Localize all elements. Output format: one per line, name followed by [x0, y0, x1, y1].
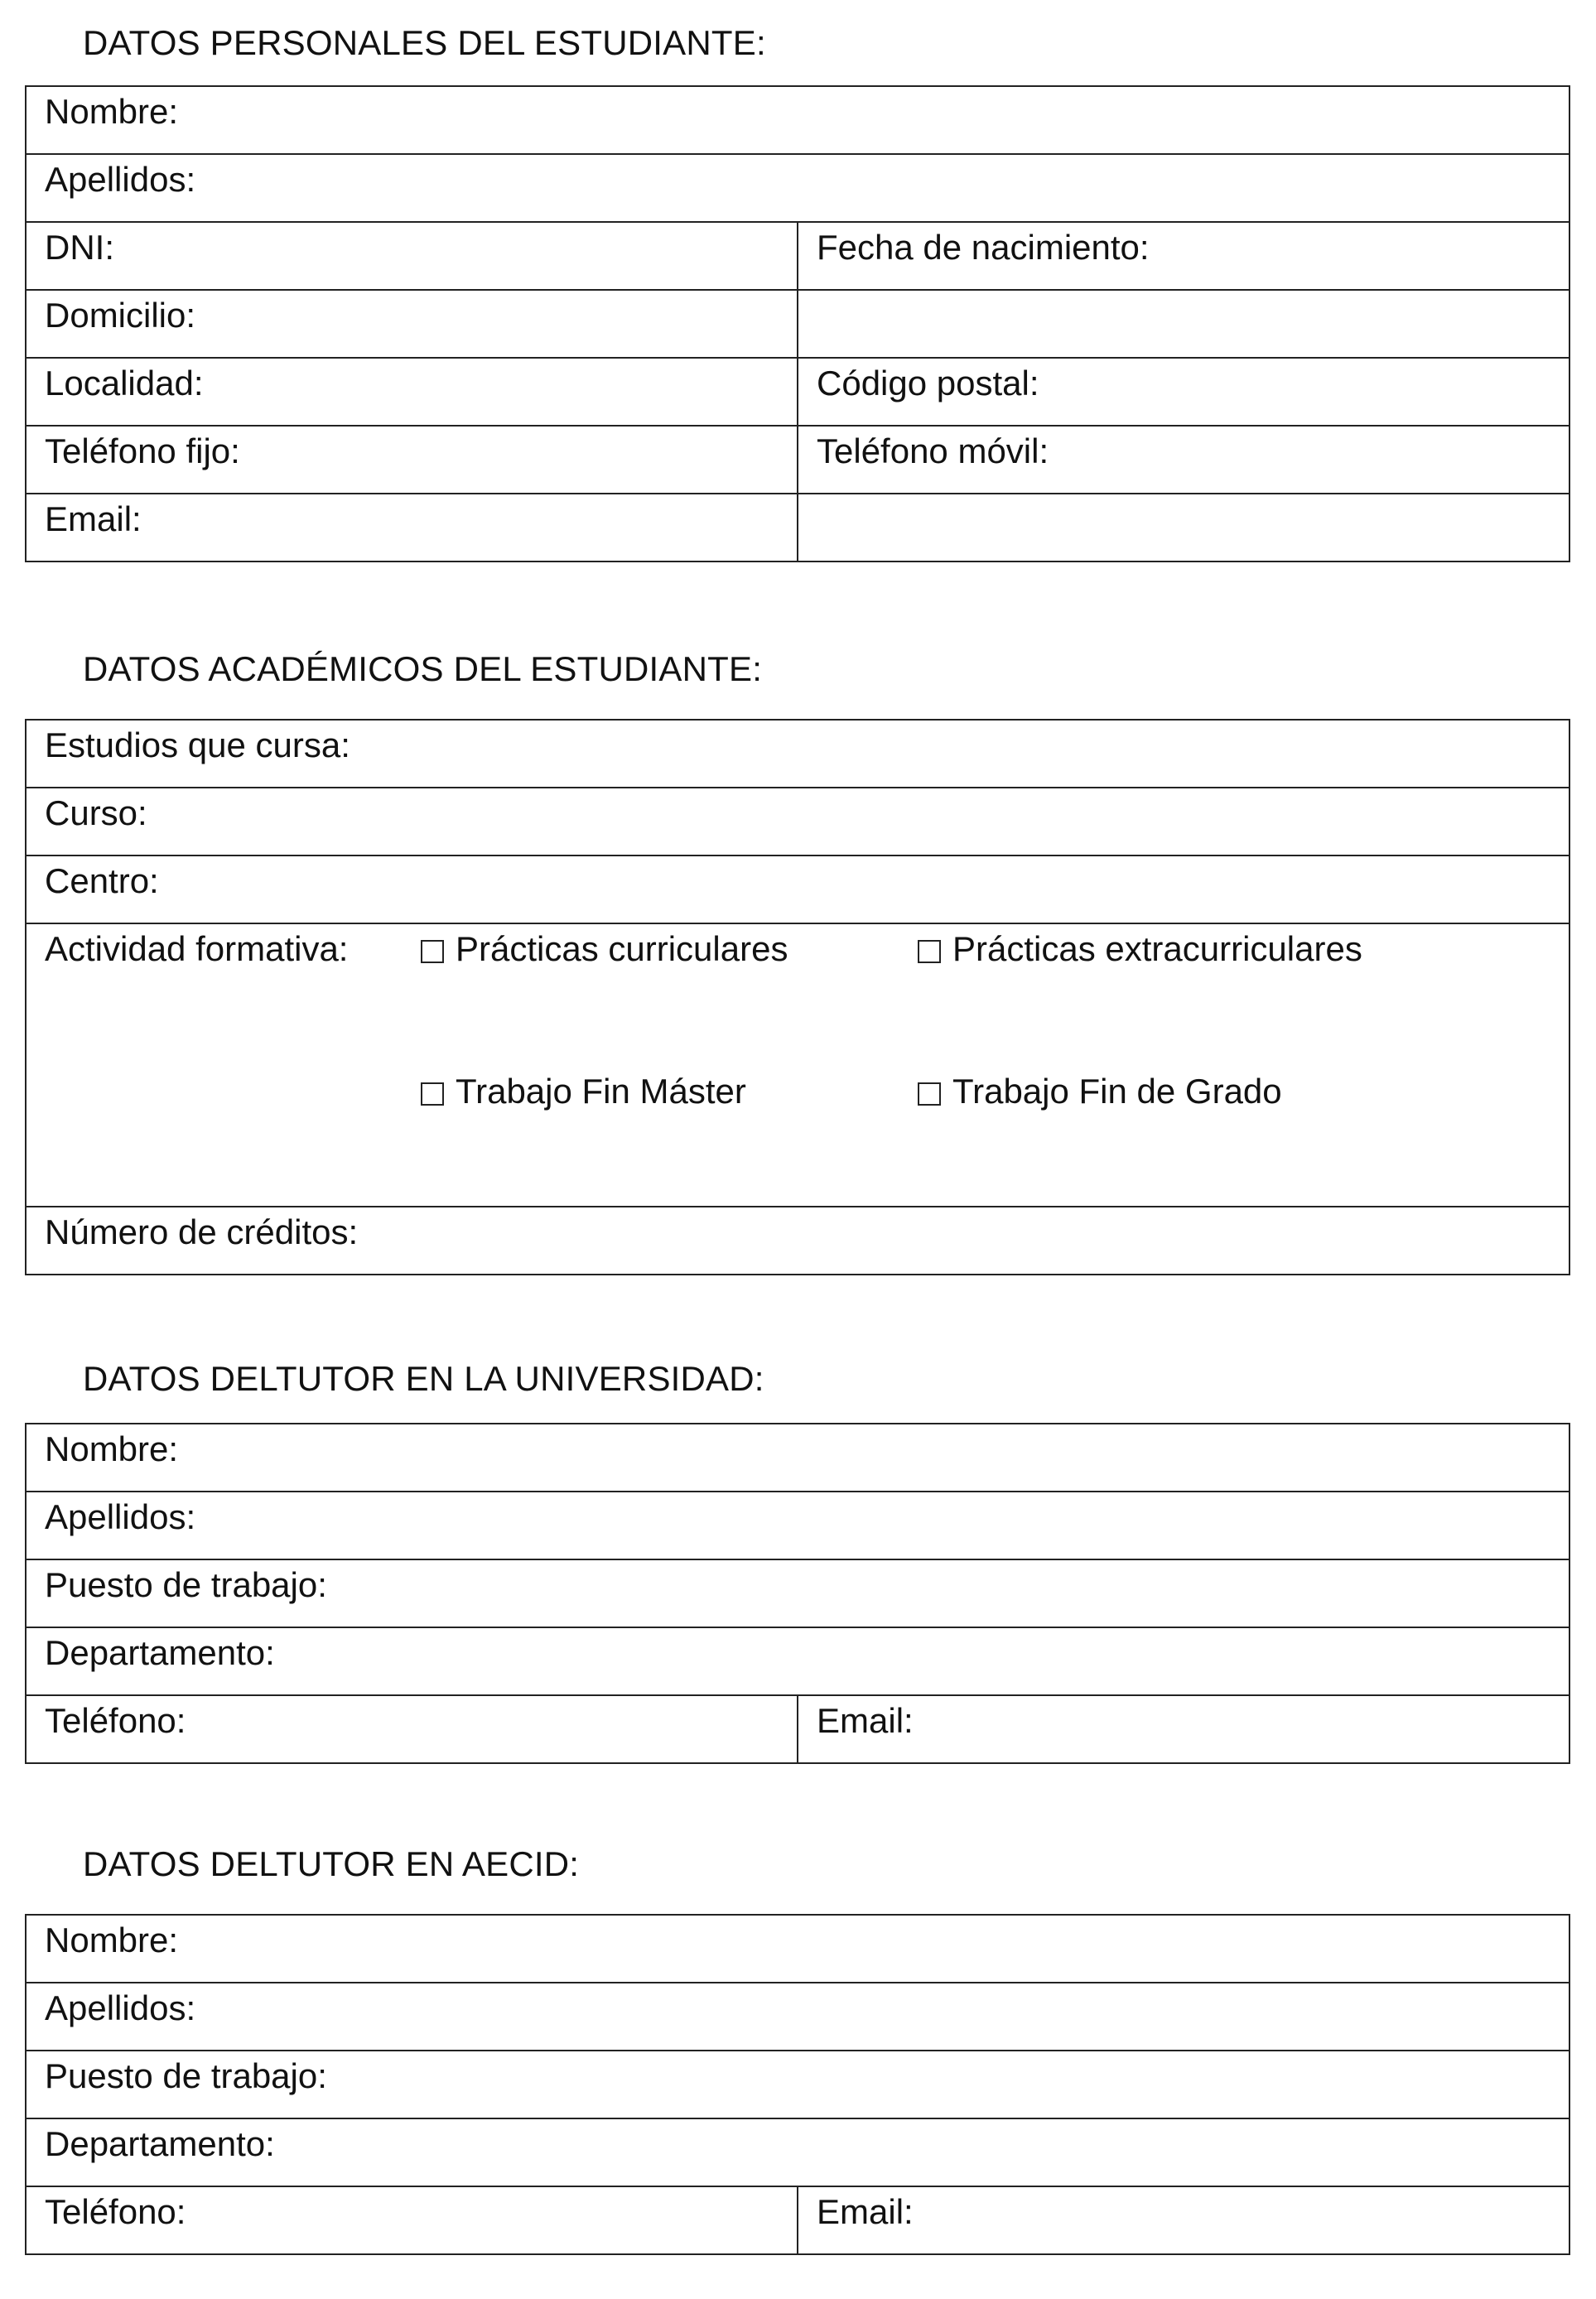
nombre-field[interactable]: Nombre:: [26, 86, 1569, 154]
localidad-field[interactable]: Localidad:: [26, 358, 798, 426]
checkbox-icon[interactable]: [918, 940, 941, 963]
tutor-aecid-apellidos-field[interactable]: Apellidos:: [26, 1983, 1569, 2051]
option-label: Prácticas extracurriculares: [952, 929, 1362, 968]
option-practicas-extracurriculares[interactable]: [918, 929, 1362, 969]
email-field[interactable]: Email:: [26, 494, 798, 561]
option-label: Prácticas curriculares: [456, 929, 788, 968]
tutor-aecid-table: [25, 1914, 1570, 2255]
academic-section-title: DATOS ACADÉMICOS DEL ESTUDIANTE:: [83, 649, 763, 688]
telefono-movil-field[interactable]: Teléfono móvil:: [798, 426, 1569, 494]
email-extra-field[interactable]: [798, 494, 1569, 561]
tutor-uni-puesto-field[interactable]: Puesto de trabajo:: [26, 1559, 1569, 1627]
domicilio-field[interactable]: Domicilio:: [26, 290, 798, 358]
option-trabajo-fin-master[interactable]: [421, 1072, 746, 1111]
tutor-aecid-email-field[interactable]: Email:: [798, 2186, 1569, 2254]
apellidos-field[interactable]: Apellidos:: [26, 154, 1569, 222]
estudios-field[interactable]: Estudios que cursa:: [26, 720, 1569, 788]
domicilio-extra-field[interactable]: [798, 290, 1569, 358]
checkbox-icon[interactable]: [421, 940, 444, 963]
numero-creditos-field[interactable]: Número de créditos:: [26, 1207, 1569, 1275]
actividad-formativa-label: Actividad formativa:: [45, 929, 349, 968]
option-trabajo-fin-de-grado[interactable]: [918, 1072, 1282, 1111]
academic-data-table: [25, 719, 1570, 1275]
actividad-formativa-cell: [26, 923, 1569, 1207]
curso-field[interactable]: Curso:: [26, 788, 1569, 855]
tutor-uni-email-field[interactable]: Email:: [798, 1695, 1569, 1763]
personal-data-table: [25, 85, 1570, 562]
tutor-uni-section-title: DATOS DELTUTOR EN LA UNIVERSIDAD:: [83, 1359, 764, 1398]
tutor-aecid-puesto-field[interactable]: Puesto de trabajo:: [26, 2051, 1569, 2118]
tutor-uni-departamento-field[interactable]: Departamento:: [26, 1627, 1569, 1695]
checkbox-icon[interactable]: [918, 1082, 941, 1106]
option-label: Trabajo Fin Máster: [456, 1072, 746, 1111]
tutor-uni-telefono-field[interactable]: Teléfono:: [26, 1695, 798, 1763]
fecha-nacimiento-field[interactable]: Fecha de nacimiento:: [798, 222, 1569, 290]
telefono-fijo-field[interactable]: Teléfono fijo:: [26, 426, 798, 494]
checkbox-icon[interactable]: [421, 1082, 444, 1106]
tutor-uni-apellidos-field[interactable]: Apellidos:: [26, 1492, 1569, 1559]
tutor-aecid-nombre-field[interactable]: Nombre:: [26, 1915, 1569, 1983]
centro-field[interactable]: Centro:: [26, 855, 1569, 923]
codigo-postal-field[interactable]: Código postal:: [798, 358, 1569, 426]
tutor-uni-table: [25, 1423, 1570, 1764]
option-practicas-curriculares[interactable]: [421, 929, 788, 969]
tutor-aecid-section-title: DATOS DELTUTOR EN AECID:: [83, 1844, 580, 1883]
personal-section-title: DATOS PERSONALES DEL ESTUDIANTE:: [83, 23, 766, 62]
tutor-aecid-departamento-field[interactable]: Departamento:: [26, 2118, 1569, 2186]
tutor-uni-nombre-field[interactable]: Nombre:: [26, 1424, 1569, 1492]
option-label: Trabajo Fin de Grado: [952, 1072, 1282, 1111]
tutor-aecid-telefono-field[interactable]: Teléfono:: [26, 2186, 798, 2254]
dni-field[interactable]: DNI:: [26, 222, 798, 290]
